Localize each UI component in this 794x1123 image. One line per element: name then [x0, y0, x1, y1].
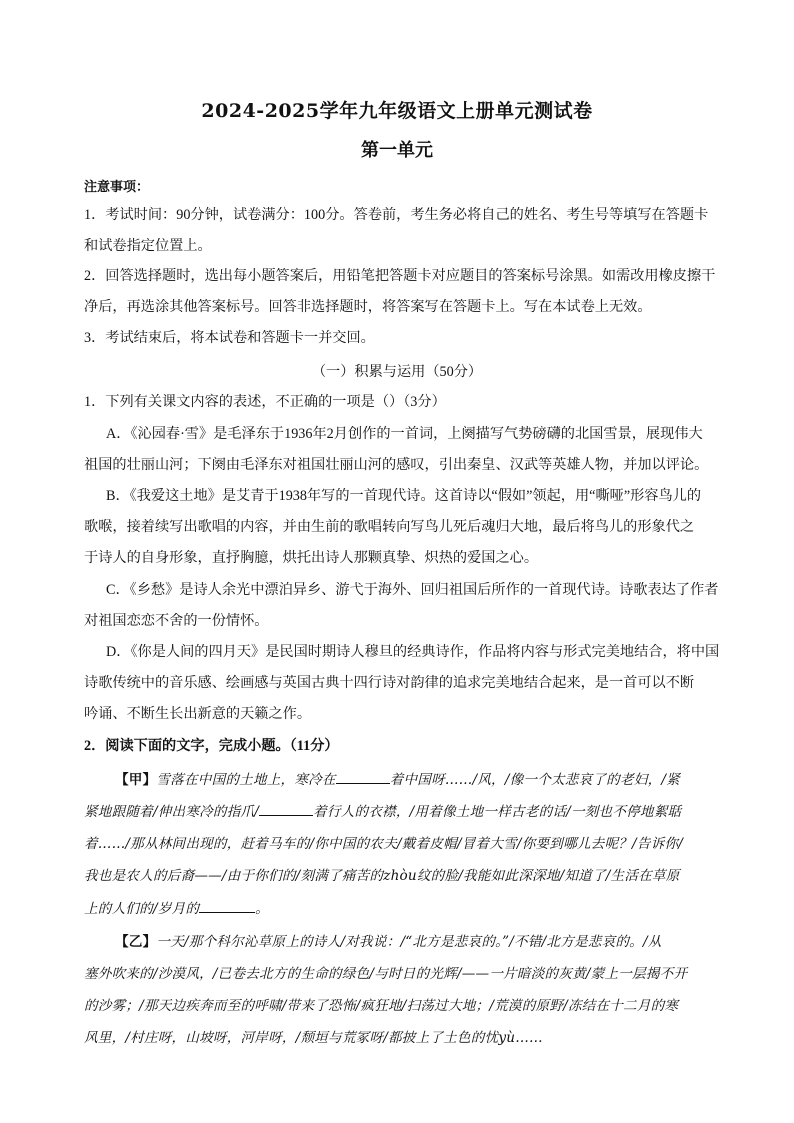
page-subtitle: 第一单元: [361, 140, 433, 161]
answer-blank[interactable]: [199, 898, 255, 913]
passage-jia-text: 雪落在中国的土地上，寒冷在: [156, 772, 336, 788]
option-d-line-3: 吟诵、不断生长出新意的天籁之作。: [84, 706, 312, 722]
option-b-line-2: 歌喉，接着续写出歌唱的内容，并由生前的歌唱转向写鸟儿死后魂归大地，最后将鸟儿的形象代之: [84, 519, 695, 535]
passage-jia-text: 着中国呀……/风，/像一个太悲哀了的老妇，/紧: [389, 772, 680, 788]
option-a-line-2: 祖国的壮丽山河；下阕由毛泽东对祖国壮丽山河的感叹，引出秦皇、汉武等英雄人物，并加以评论。: [84, 457, 709, 473]
notice-item-2-line-1: 2．回答选择题时，选出每小题答案后，用铅笔把答题卡对应题目的答案标号涂黑。如需改用橡皮擦干: [84, 268, 716, 284]
question-1-stem: 1．下列有关课文内容的表述，不正确的一项是（）（3分）: [84, 394, 446, 410]
passage-yi-line-4: 风里，/村庄呀，山坡呀，河岸呀，/颓垣与荒冢呀/都披上了土色的忧yù……: [84, 1030, 543, 1046]
section-heading: （一）积累与运用（50分）: [311, 364, 483, 380]
passage-yi-line-1: [115, 932, 662, 952]
passage-jia-text: 着行人的衣襟，/用着像土地一样古老的话/一刻也不停地絮聒: [313, 804, 682, 820]
passage-yi-line-3: 的沙雾；/那天边疾奔而至的呼啸/带来了恐怖/疯狂地/扫荡过大地；/荒漠的原野/冻结在十二月的寒: [84, 998, 679, 1014]
option-c-line-2: 对祖国恋恋不舍的一份情怀。: [84, 613, 269, 629]
passage-jia-line-3: 着……/那从林间出现的，赶着马车的/你中国的农夫/戴着皮帽/冒着大雪/你要到哪儿去呢？/告诉你/: [84, 836, 683, 852]
notice-item-1-line-2: 和试卷指定位置上。: [84, 238, 212, 254]
notice-label: 注意事项：: [84, 179, 150, 194]
passage-jia-text: 紧地跟随着/伸出寒冷的指爪/: [84, 804, 260, 820]
passage-jia-line-2: [84, 801, 681, 822]
option-b-line-3: 于诗人的自身形象，直抒胸臆，烘托出诗人那颗真挚、炽热的爱国之心。: [84, 550, 539, 566]
option-c-line-1: C．《乡愁》是诗人余光中漂泊异乡、游弋于海外、回归祖国后所作的一首现代诗。诗歌表达了作者: [106, 582, 719, 598]
passage-jia-text: 上的人们的/岁月的: [84, 901, 200, 917]
option-d-line-1: D．《你是人间的四月天》是民国时期诗人穆旦的经典诗作，作品将内容与形式完美地结合，将中国: [106, 644, 720, 660]
question-2-stem: 2．阅读下面的文字，完成小题。（11分）: [84, 738, 339, 754]
passage-jia-line-1: [115, 769, 680, 790]
notice-item-1-line-1: 1．考试时间：90分钟，试卷满分：100分。答卷前，考生务必将自己的姓名、考生号等填写在答题卡: [84, 207, 709, 223]
passage-yi-tag: 【乙】: [115, 934, 157, 949]
option-b-line-1: B．《我爱这土地》是艾青于1938年写的一首现代诗。这首诗以“假如”领起，用“嘶哑”形容鸟儿的: [106, 488, 702, 504]
passage-jia-tag: 【甲】: [115, 772, 157, 787]
passage-jia-text: 。: [255, 901, 269, 917]
answer-blank[interactable]: [336, 769, 390, 784]
passage-yi-text: 一天/那个科尔沁草原上的诗人/对我说：/“北方是悲哀的。”/不错/北方是悲哀的。/从: [156, 934, 662, 950]
passage-jia-line-4: 我也是农人的后裔——/由于你们的/刻满了痛苦的zhòu纹的脸/我能如此深深地/知道了/生活在草原: [84, 868, 680, 884]
option-d-line-2: 诗歌传统中的音乐感、绘画感与英国古典十四行诗对韵律的追求完美地结合起来，是一首可以不断: [84, 675, 695, 691]
option-a-line-1: A．《沁园春·雪》是毛泽东于1936年2月创作的一首词，上阕描写气势磅礴的北国雪景，展现伟大: [106, 426, 703, 442]
notice-item-2-line-2: 净后，再选涂其他答案标号。回答非选择题时，将答案写在答题卡上。写在本试卷上无效。: [84, 299, 652, 315]
passage-yi-line-2: 塞外吹来的/沙漠风，/已卷去北方的生命的绿色/与时日的光辉/——一片暗淡的灰黄/蒙上一层揭不开: [84, 966, 688, 982]
answer-blank[interactable]: [259, 801, 313, 816]
notice-item-3: 3．考试结束后，将本试卷和答题卡一并交回。: [84, 330, 375, 346]
passage-jia-line-5: [84, 898, 269, 919]
page-title: 2024-2025学年九年级语文上册单元测试卷: [201, 100, 593, 122]
